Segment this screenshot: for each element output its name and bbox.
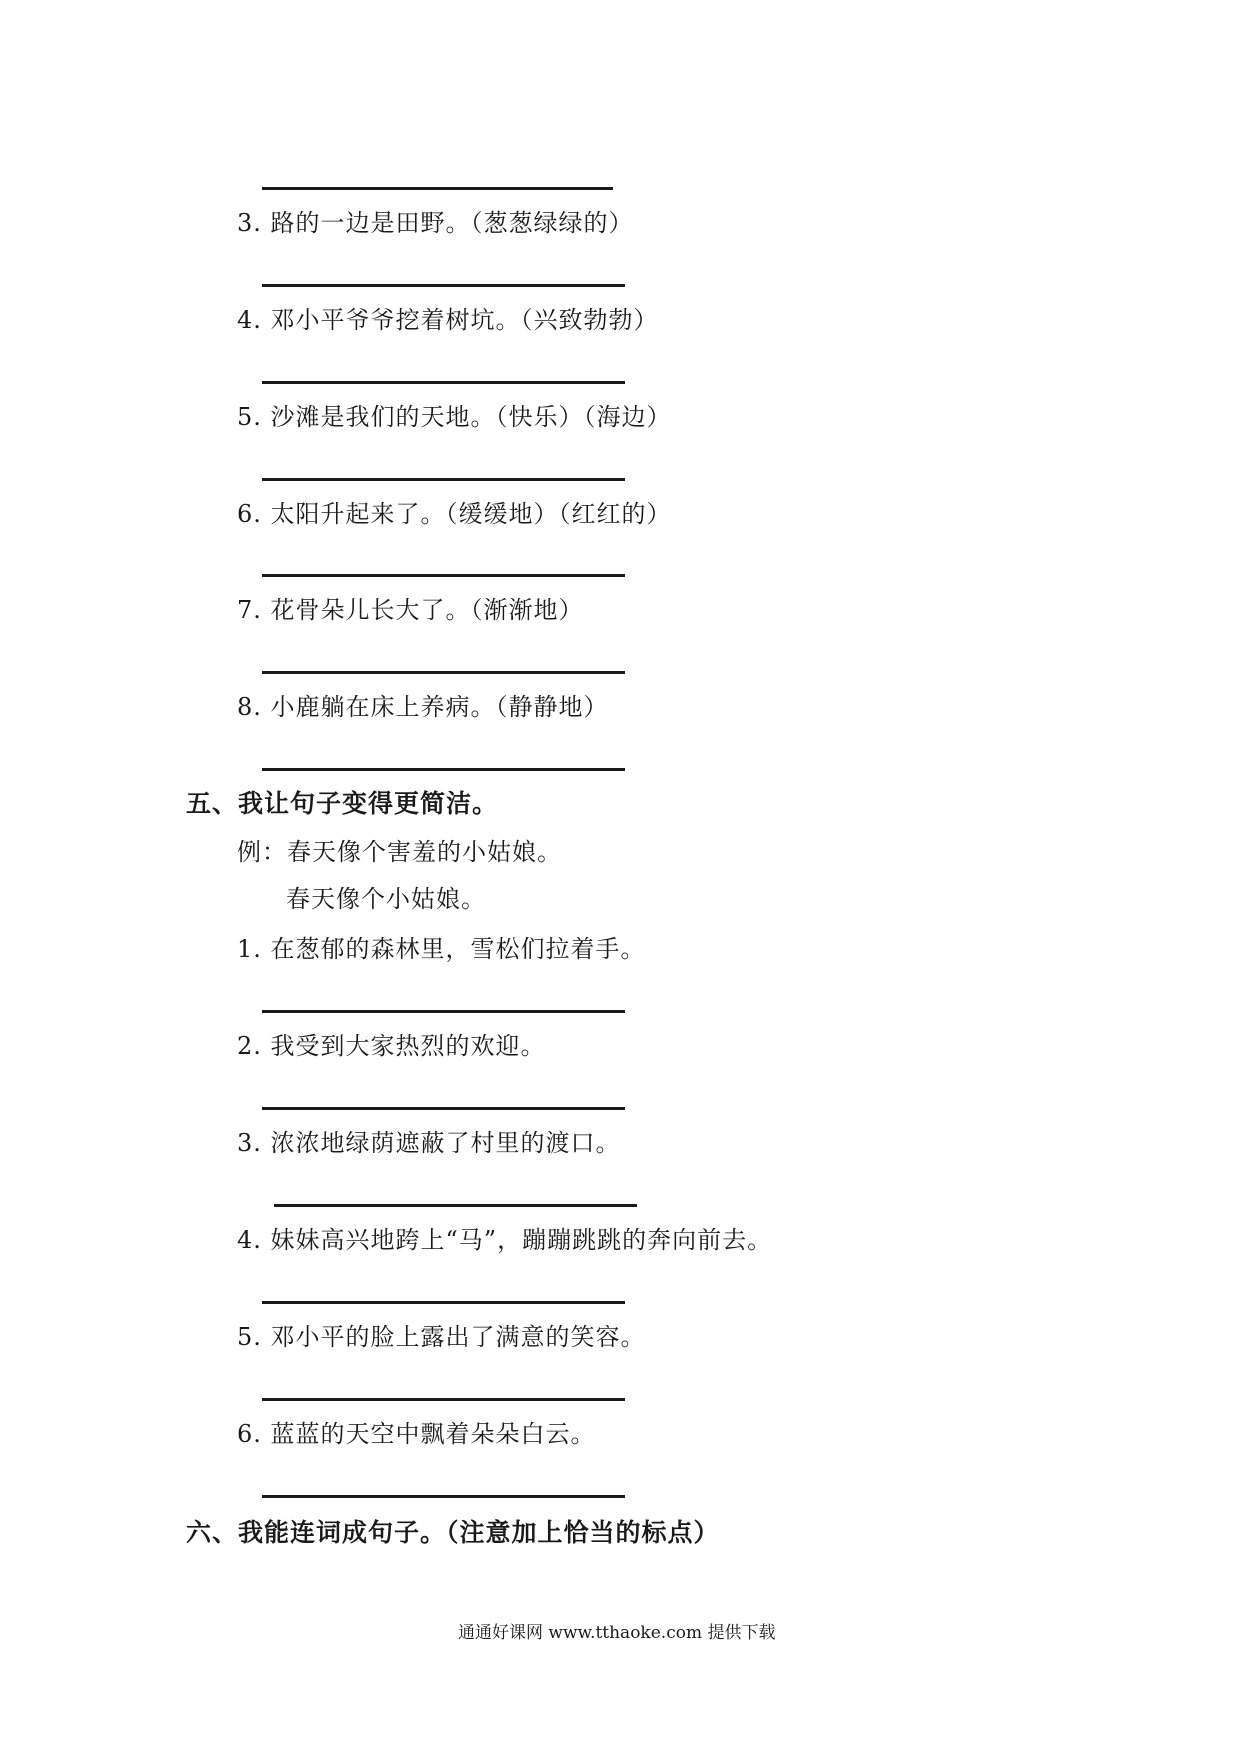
example-answer: 春天像个小姑娘。 <box>286 885 486 913</box>
answer-line[interactable] <box>262 187 613 190</box>
section-heading: 五、我让句子变得更简洁。 <box>186 789 499 818</box>
answer-line[interactable] <box>262 671 625 674</box>
answer-line[interactable] <box>274 1204 637 1207</box>
exercise-item: 6. 太阳升起来了。（缓缓地）（红红的） <box>237 500 672 528</box>
exercise-item: 8. 小鹿躺在床上养病。（静静地） <box>237 693 609 721</box>
answer-line[interactable] <box>262 381 625 384</box>
answer-line[interactable] <box>262 1010 625 1013</box>
exercise-item: 5. 沙滩是我们的天地。（快乐）（海边） <box>237 403 672 431</box>
answer-line[interactable] <box>262 1398 625 1401</box>
answer-line[interactable] <box>262 1495 625 1498</box>
section-heading: 六、我能连词成句子。（注意加上恰当的标点） <box>186 1518 720 1547</box>
answer-line[interactable] <box>262 478 625 481</box>
exercise-item: 4. 邓小平爷爷挖着树坑。（兴致勃勃） <box>237 306 659 334</box>
exercise-item: 1. 在葱郁的森林里，雪松们拉着手。 <box>237 935 646 963</box>
answer-line[interactable] <box>262 768 625 771</box>
exercise-item: 2. 我受到大家热烈的欢迎。 <box>237 1032 546 1060</box>
answer-line[interactable] <box>262 1301 625 1304</box>
answer-line[interactable] <box>262 284 625 287</box>
exercise-item: 5. 邓小平的脸上露出了满意的笑容。 <box>237 1323 646 1351</box>
exercise-item: 3. 浓浓地绿荫遮蔽了村里的渡口。 <box>237 1129 621 1157</box>
exercise-item: 3. 路的一边是田野。（葱葱绿绿的） <box>237 209 634 237</box>
answer-line[interactable] <box>262 1107 625 1110</box>
example-line: 例：春天像个害羞的小姑娘。 <box>237 838 562 866</box>
page-footer: 通通好课网 www.tthaoke.com 提供下载 <box>458 1623 776 1643</box>
exercise-item: 4. 妹妹高兴地跨上“马”，蹦蹦跳跳的奔向前去。 <box>237 1226 773 1254</box>
exercise-item: 7. 花骨朵儿长大了。（渐渐地） <box>237 596 584 624</box>
answer-line[interactable] <box>262 574 625 577</box>
exercise-item: 6. 蓝蓝的天空中飘着朵朵白云。 <box>237 1420 596 1448</box>
